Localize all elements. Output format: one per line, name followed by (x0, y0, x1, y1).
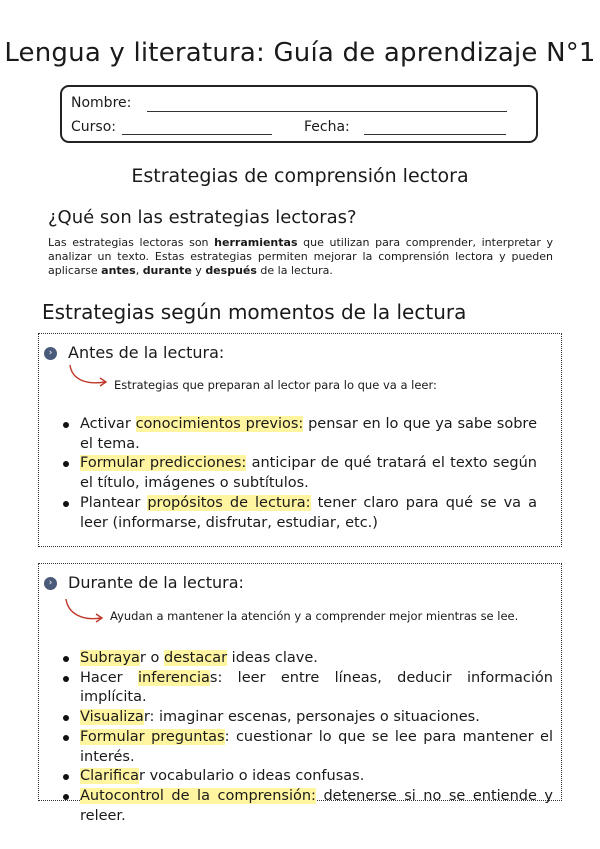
curved-arrow-icon (63, 596, 107, 626)
list-item: Plantear propósitos de lectura: tener claro para qué se va a leer (informarse, disfrutar, estudiar, etc.) (61, 494, 537, 533)
during-heading: Durante de la lectura: (68, 573, 244, 592)
curved-arrow-icon (67, 362, 111, 390)
before-reading-panel (38, 333, 562, 547)
name-field[interactable] (147, 111, 507, 112)
page-title: Lengua y literatura: Guía de aprendizaje N°1 (4, 38, 596, 68)
date-field[interactable] (364, 134, 506, 135)
during-list (61, 649, 553, 826)
list-item: Formular preguntas: cuestionar lo que se lee para mantener el interés. (61, 728, 553, 767)
during-subtitle: Ayudan a mantener la atención y a comprender mejor mientras se lee. (110, 609, 519, 623)
during-reading-panel (38, 563, 562, 824)
before-subtitle: Estrategias que preparan al lector para lo que va a leer: (114, 378, 437, 392)
course-field[interactable] (122, 134, 272, 135)
before-heading: Antes de la lectura: (68, 343, 225, 362)
list-item: Visualizar: imaginar escenas, personajes o situaciones. (61, 708, 553, 728)
student-info-box (60, 85, 538, 143)
list-item: Activar conocimientos previos: pensar en lo que ya sabe sobre el tema. (61, 415, 537, 454)
name-label: Nombre: (71, 95, 132, 111)
list-item: Subrayar o destacar ideas clave. (61, 649, 553, 669)
question-heading: ¿Qué son las estrategias lectoras? (48, 207, 357, 228)
chevron-right-circle-icon: › (44, 577, 57, 590)
intro-paragraph: Las estrategias lectoras son herramientas que utilizan para comprender, interpretar y analizar un texto. Estas estrategias permiten mejorar la comprensión lectora y pueden aplicarse antes, durante y después de la lectura. (48, 236, 554, 277)
course-label: Curso: (71, 119, 116, 135)
list-item: Clarificar vocabulario o ideas confusas. (61, 767, 553, 787)
chevron-right-circle-icon: › (44, 347, 57, 360)
date-label: Fecha: (304, 119, 350, 135)
list-item: Hacer inferencias: leer entre líneas, deducir información implícita. (61, 669, 553, 708)
section-title: Estrategias de comprensión lectora (131, 165, 469, 187)
list-item: Autocontrol de la comprensión: detenerse si no se entiende y releer. (61, 787, 553, 826)
list-item: Formular predicciones: anticipar de qué tratará el texto según el título, imágenes o subtítulos. (61, 454, 537, 493)
before-list (61, 415, 537, 533)
moments-heading: Estrategias según momentos de la lectura (42, 300, 467, 324)
